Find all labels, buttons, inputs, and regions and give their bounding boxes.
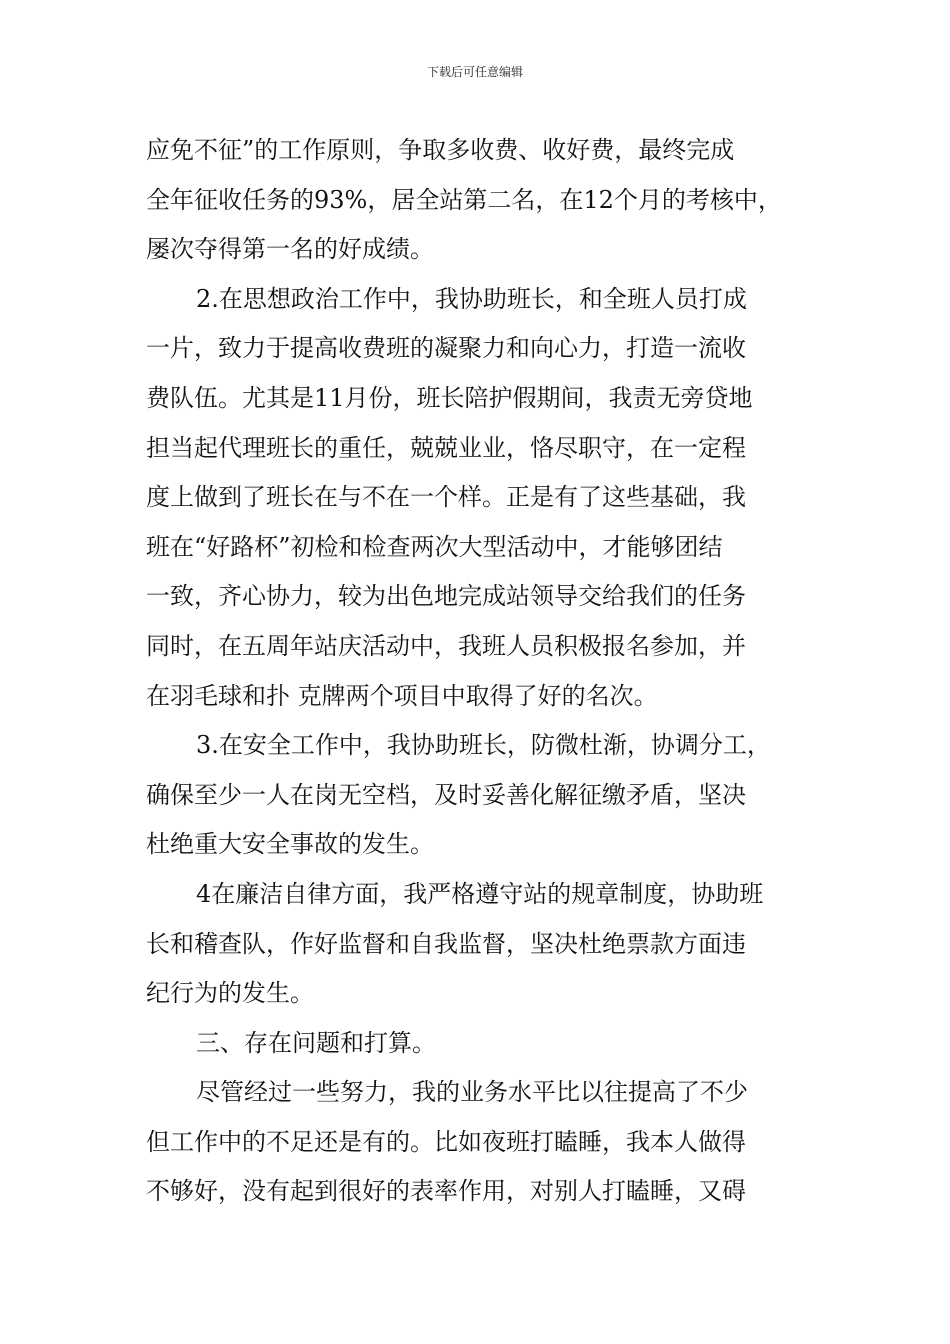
text-line: 但工作中的不足还是有的。比如夜班打瞌睡，我本人做得 [146,1127,746,1156]
text-line: 同时，在五周年站庆活动中，我班人员积极报名参加，并 [146,631,746,660]
text-line: 度上做到了班长在与不在一个样。正是有了这些基础，我 [146,483,746,512]
text-line: 2.在思想政治工作中，我协助班长，和全班人员打成 [196,284,747,313]
text-line: 尽管经过一些努力，我的业务水平比以往提高了不少 [196,1078,748,1107]
text-line: 担当起代理班长的重任，兢兢业业，恪尽职守，在一定程 [146,433,746,462]
document-body [146,126,812,1217]
text-line: 全年征收任务的93%，居全站第二名，在12个月的考核中， [146,185,782,214]
text-line: 杜绝重大安全事故的发生。 [146,830,434,859]
text-line: 应免不征”的工作原则，争取多收费、收好费，最终完成 [146,136,735,164]
text-line: 长和稽查队，作好监督和自我监督，坚决杜绝票款方面违 [146,929,746,958]
text-line: 4在廉洁自律方面，我严格遵守站的规章制度，协助班 [196,879,764,908]
text-line: 3.在安全工作中，我协助班长，防微杜渐，协调分工， [196,731,771,760]
text-line: 班在“好路杯”初检和检查两次大型活动中，才能够团结 [146,532,723,561]
text-line: 一致，齐心协力，较为出色地完成站领导交给我们的任务 [146,582,746,611]
text-line: 确保至少一人在岗无空档，及时妥善化解征缴矛盾，坚决 [146,780,746,809]
text-line: 纪行为的发生。 [146,979,314,1008]
text-line: 一片，致力于提高收费班的凝聚力和向心力，打造一流收 [146,334,746,363]
page-header: 下载后可任意编辑 [426,65,523,79]
text-line: 费队伍。尤其是11月份，班长陪护假期间，我责无旁贷地 [146,383,753,412]
text-line: 不够好，没有起到很好的表率作用，对别人打瞌睡，又碍 [146,1177,746,1206]
text-line: 屡次夺得第一名的好成绩。 [146,235,434,264]
text-line: 三、存在问题和打算。 [196,1028,436,1057]
text-line: 在羽毛球和扑 克牌两个项目中取得了好的名次。 [146,681,658,710]
